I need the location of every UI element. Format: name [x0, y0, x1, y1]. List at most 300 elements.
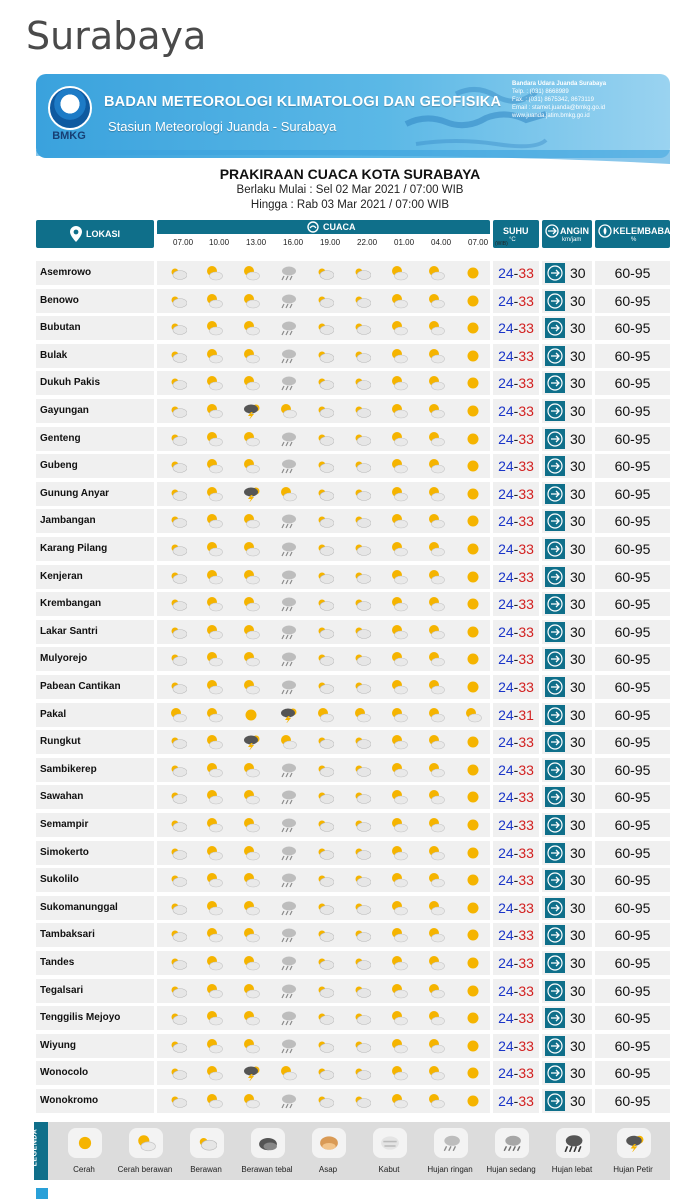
berawan-icon	[316, 431, 334, 447]
cerah-berawan-icon	[279, 403, 297, 419]
berawan-icon	[169, 624, 187, 640]
cerah-berawan-icon	[205, 596, 223, 612]
berawan-icon	[353, 320, 371, 336]
temp-max: 33	[518, 872, 534, 888]
berawan-icon	[353, 265, 371, 281]
berawan-icon	[169, 651, 187, 667]
cerah-icon	[464, 541, 482, 557]
cerah-berawan-icon	[205, 845, 223, 861]
humidity: 60-95	[595, 758, 670, 782]
weather-icons	[157, 730, 490, 754]
temp-max: 33	[518, 375, 534, 391]
berawan-icon	[169, 596, 187, 612]
berawan-icon	[316, 817, 334, 833]
cerah-berawan-icon	[427, 596, 445, 612]
bmkg-banner	[36, 74, 670, 158]
temperature: 24-33	[493, 620, 539, 644]
berawan-icon	[353, 348, 371, 364]
berawan-icon	[316, 845, 334, 861]
cerah-berawan-icon	[353, 707, 371, 723]
hujan-ringan-icon	[279, 927, 297, 943]
weather-icons	[157, 289, 490, 313]
berawan-icon	[316, 265, 334, 281]
temp-min: 24	[498, 348, 514, 364]
temp-max: 33	[518, 1093, 534, 1109]
wind-speed: 30	[570, 955, 586, 971]
temp-max: 33	[518, 293, 534, 309]
location-name: Asemrowo	[36, 261, 154, 285]
wind-direction-icon	[545, 622, 565, 642]
berawan-icon	[353, 789, 371, 805]
hujan-petir-icon	[242, 734, 260, 750]
temp-max: 33	[518, 679, 534, 695]
wind	[542, 675, 592, 699]
wind-direction-icon	[545, 760, 565, 780]
wind-direction-icon	[545, 346, 565, 366]
cerah-berawan-icon	[427, 1093, 445, 1109]
weather-icons	[157, 509, 490, 533]
table-row	[36, 537, 670, 561]
humidity: 60-95	[595, 675, 670, 699]
humidity: 60-95	[595, 841, 670, 865]
cerah-icon	[464, 624, 482, 640]
humidity: 60-95	[595, 565, 670, 589]
time-label: 16.00	[283, 238, 304, 247]
wind-speed: 30	[570, 320, 586, 336]
cerah-berawan-icon	[205, 762, 223, 778]
cerah-icon	[464, 569, 482, 585]
temperature: 24-33	[493, 675, 539, 699]
weather-icons	[157, 647, 490, 671]
wind	[542, 841, 592, 865]
temp-min: 24	[498, 375, 514, 391]
wind-direction-icon	[545, 925, 565, 945]
table-row	[36, 841, 670, 865]
table-row	[36, 1034, 670, 1058]
cerah-berawan-icon	[242, 845, 260, 861]
legend-label: Asap	[318, 1165, 338, 1174]
hujan-ringan-icon	[279, 320, 297, 336]
temp-max: 33	[518, 789, 534, 805]
hujan-ringan-icon	[279, 293, 297, 309]
cerah-icon	[464, 431, 482, 447]
wind-speed: 30	[570, 1093, 586, 1109]
temp-min: 24	[498, 458, 514, 474]
legend-icon-box	[190, 1128, 224, 1158]
cerah-berawan-icon	[205, 707, 223, 723]
humidity: 60-95	[595, 813, 670, 837]
wind-direction-icon	[545, 843, 565, 863]
berawan-icon	[169, 679, 187, 695]
cerah-berawan-icon	[390, 955, 408, 971]
temp-min: 24	[498, 817, 514, 833]
humidity: 60-95	[595, 620, 670, 644]
wind-direction-icon	[545, 649, 565, 669]
berawan-icon	[316, 596, 334, 612]
temp-min: 24	[498, 1038, 514, 1054]
location-name: Tenggilis Mejoyo	[36, 1006, 154, 1030]
cerah-berawan-icon	[427, 927, 445, 943]
table-row	[36, 868, 670, 892]
berawan-icon	[316, 348, 334, 364]
wind-speed: 30	[570, 541, 586, 557]
table-row	[36, 620, 670, 644]
cerah-berawan-icon	[279, 1065, 297, 1081]
berawan-icon	[316, 1038, 334, 1054]
header-angin	[542, 220, 592, 248]
berawan-icon	[316, 872, 334, 888]
table-row	[36, 785, 670, 809]
cerah-berawan-icon	[427, 1010, 445, 1026]
cerah-icon	[464, 1038, 482, 1054]
hujan-ringan-icon	[441, 1134, 461, 1152]
cerah-berawan-icon	[205, 734, 223, 750]
berawan-icon	[353, 458, 371, 474]
cerah-berawan-icon	[427, 1038, 445, 1054]
cerah-berawan-icon	[205, 403, 223, 419]
kelembaban-label: KELEMBABAN	[613, 226, 677, 236]
hujan-petir-icon	[624, 1134, 644, 1152]
temp-max: 33	[518, 1038, 534, 1054]
cerah-berawan-icon	[390, 541, 408, 557]
cerah-berawan-icon	[205, 541, 223, 557]
temp-min: 24	[498, 431, 514, 447]
valid-from: Berlaku Mulai : Sel 02 Mar 2021 / 07:00 WIB	[236, 184, 464, 196]
legend-item	[603, 1122, 663, 1180]
cerah-icon	[464, 1093, 482, 1109]
cerah-berawan-icon	[242, 375, 260, 391]
hujan-ringan-icon	[279, 845, 297, 861]
location-pin-icon	[70, 226, 82, 242]
asap-icon	[319, 1134, 339, 1152]
table-row	[36, 758, 670, 782]
cerah-berawan-icon	[390, 375, 408, 391]
temperature: 24-33	[493, 1006, 539, 1030]
cerah-berawan-icon	[390, 817, 408, 833]
wind-direction-icon	[545, 291, 565, 311]
temp-min: 24	[498, 955, 514, 971]
berawan-icon	[169, 789, 187, 805]
berawan-icon	[316, 293, 334, 309]
berawan-icon	[169, 1038, 187, 1054]
location-name: Pabean Cantikan	[36, 675, 154, 699]
wind	[542, 647, 592, 671]
cerah-icon	[464, 955, 482, 971]
wind-direction-icon	[545, 318, 565, 338]
cerah-berawan-icon	[242, 927, 260, 943]
cerah-berawan-icon	[390, 486, 408, 502]
cerah-icon	[464, 845, 482, 861]
cerah-berawan-icon	[390, 624, 408, 640]
temp-min: 24	[498, 624, 514, 640]
legend-icon-box	[129, 1128, 163, 1158]
hujan-ringan-icon	[279, 431, 297, 447]
location-name: Simokerto	[36, 841, 154, 865]
cerah-berawan-icon	[427, 845, 445, 861]
hujan-ringan-icon	[279, 955, 297, 971]
cerah-berawan-icon	[205, 348, 223, 364]
berawan-icon	[169, 955, 187, 971]
time-label: 07.00	[468, 238, 489, 247]
cerah-berawan-icon	[390, 900, 408, 916]
cerah-icon	[242, 707, 260, 723]
wind-speed: 30	[570, 927, 586, 943]
berawan-icon	[316, 983, 334, 999]
location-name: Kenjeran	[36, 565, 154, 589]
location-name: Bulak	[36, 344, 154, 368]
time-label: 10.00	[209, 238, 230, 247]
cerah-berawan-icon	[205, 679, 223, 695]
temperature: 24-33	[493, 813, 539, 837]
temperature: 24-33	[493, 758, 539, 782]
cerah-berawan-icon	[427, 679, 445, 695]
wind-speed: 30	[570, 403, 586, 419]
cerah-berawan-icon	[390, 1065, 408, 1081]
wind-speed: 30	[570, 569, 586, 585]
cerah-berawan-icon	[242, 789, 260, 805]
cerah-berawan-icon	[390, 293, 408, 309]
temp-max: 33	[518, 651, 534, 667]
temp-min: 24	[498, 265, 514, 281]
cerah-berawan-icon	[242, 513, 260, 529]
table-row	[36, 923, 670, 947]
wind-speed: 30	[570, 293, 586, 309]
temp-max: 33	[518, 541, 534, 557]
cerah-berawan-icon	[205, 624, 223, 640]
wind-direction-icon	[545, 705, 565, 725]
hujan-ringan-icon	[279, 789, 297, 805]
wind-speed: 30	[570, 983, 586, 999]
cerah-berawan-icon	[390, 458, 408, 474]
weather-icons	[157, 592, 490, 616]
wind-direction-icon	[545, 373, 565, 393]
table-row	[36, 730, 670, 754]
time-label: 01.00	[394, 238, 415, 247]
temp-max: 33	[518, 900, 534, 916]
humidity: 60-95	[595, 427, 670, 451]
cerah-berawan-icon	[242, 1010, 260, 1026]
legend-label: Berawan	[190, 1165, 222, 1174]
hujan-ringan-icon	[279, 513, 297, 529]
weather-icons	[157, 261, 490, 285]
table-row	[36, 427, 670, 451]
table-row	[36, 979, 670, 1003]
temp-min: 24	[498, 707, 514, 723]
berawan-icon	[169, 1093, 187, 1109]
berawan-icon	[316, 320, 334, 336]
table-row	[36, 592, 670, 616]
temperature: 24-33	[493, 923, 539, 947]
wind-direction-icon	[545, 981, 565, 1001]
cerah-berawan-icon	[427, 403, 445, 419]
wind-direction-icon	[545, 263, 565, 283]
hujan-ringan-icon	[279, 679, 297, 695]
humidity: 60-95	[595, 592, 670, 616]
berawan-icon	[353, 569, 371, 585]
legend-label: Cerah berawan	[117, 1165, 173, 1174]
legend-icon-box	[373, 1128, 407, 1158]
temp-max: 33	[518, 983, 534, 999]
cerah-icon	[464, 320, 482, 336]
temperature: 24-33	[493, 868, 539, 892]
wind-direction-icon	[545, 815, 565, 835]
cerah-berawan-icon	[205, 569, 223, 585]
table-row	[36, 371, 670, 395]
temp-max: 33	[518, 927, 534, 943]
temp-max: 33	[518, 845, 534, 861]
berawan-icon	[353, 955, 371, 971]
hujan-ringan-icon	[279, 541, 297, 557]
cerah-berawan-icon	[242, 348, 260, 364]
berawan-icon	[353, 486, 371, 502]
berawan-icon	[353, 762, 371, 778]
wind-speed: 30	[570, 762, 586, 778]
berawan-icon	[169, 458, 187, 474]
cerah-berawan-icon	[242, 817, 260, 833]
hujan-ringan-icon	[279, 624, 297, 640]
temperature: 24-33	[493, 537, 539, 561]
weather-icons	[157, 454, 490, 478]
wind	[542, 1006, 592, 1030]
wind	[542, 399, 592, 423]
weather-icons	[157, 979, 490, 1003]
wind-speed: 30	[570, 513, 586, 529]
temperature: 24-33	[493, 399, 539, 423]
temp-max: 33	[518, 569, 534, 585]
temp-max: 33	[518, 403, 534, 419]
temperature: 24-33	[493, 565, 539, 589]
cerah-berawan-icon	[205, 955, 223, 971]
berawan-icon	[316, 734, 334, 750]
berawan-icon	[353, 1093, 371, 1109]
valid-to: Hingga : Rab 03 Mar 2021 / 07:00 WIB	[250, 199, 450, 211]
cerah-icon	[464, 900, 482, 916]
location-name: Gayungan	[36, 399, 154, 423]
banner-wave	[36, 150, 670, 164]
berawan-icon	[197, 1134, 217, 1152]
cerah-berawan-icon	[427, 762, 445, 778]
humidity: 60-95	[595, 868, 670, 892]
cerah-berawan-icon	[390, 1038, 408, 1054]
wind	[542, 509, 592, 533]
contact-line: Fax. : (031) 8675342, 8673119	[512, 97, 594, 103]
cerah-berawan-icon	[242, 955, 260, 971]
berawan-icon	[353, 375, 371, 391]
table-row	[36, 316, 670, 340]
wind	[542, 427, 592, 451]
location-name: Gubeng	[36, 454, 154, 478]
temp-min: 24	[498, 486, 514, 502]
cerah-berawan-icon	[205, 983, 223, 999]
cerah-berawan-icon	[136, 1134, 156, 1152]
time-label: 22.00	[357, 238, 378, 247]
weather-icons	[157, 399, 490, 423]
berawan-icon	[316, 569, 334, 585]
cerah-berawan-icon	[242, 431, 260, 447]
temp-max: 33	[518, 431, 534, 447]
cerah-berawan-icon	[242, 679, 260, 695]
humidity: 60-95	[595, 371, 670, 395]
legend-icon-box	[312, 1128, 346, 1158]
temp-min: 24	[498, 1065, 514, 1081]
berawan-icon	[316, 900, 334, 916]
berawan-icon	[316, 403, 334, 419]
weather-header-icon	[307, 221, 319, 233]
hujan-ringan-icon	[279, 1038, 297, 1054]
berawan-icon	[316, 651, 334, 667]
cerah-icon	[464, 1010, 482, 1026]
humidity: 60-95	[595, 785, 670, 809]
wind-direction-icon	[545, 953, 565, 973]
humidity: 60-95	[595, 1061, 670, 1085]
berawan-icon	[169, 900, 187, 916]
wind	[542, 454, 592, 478]
legend-icon-box	[495, 1128, 529, 1158]
header-lokasi	[36, 220, 154, 248]
berawan-icon	[316, 541, 334, 557]
legend-label: Kabut	[378, 1165, 400, 1174]
wind-direction-icon	[545, 511, 565, 531]
wind-speed: 30	[570, 900, 586, 916]
wind	[542, 592, 592, 616]
berawan-icon	[316, 458, 334, 474]
wind	[542, 813, 592, 837]
wind-direction-icon	[545, 1091, 565, 1111]
wind-direction-icon	[545, 1036, 565, 1056]
weather-icons	[157, 813, 490, 837]
cerah-berawan-icon	[169, 707, 187, 723]
cerah-berawan-icon	[390, 1093, 408, 1109]
cerah-berawan-icon	[242, 265, 260, 281]
temperature: 24-33	[493, 1089, 539, 1113]
berawan-icon	[353, 900, 371, 916]
table-row	[36, 1061, 670, 1085]
temperature: 24-33	[493, 371, 539, 395]
temp-max: 33	[518, 817, 534, 833]
legend-icon-box	[251, 1128, 285, 1158]
location-name: Dukuh Pakis	[36, 371, 154, 395]
wind-speed: 30	[570, 845, 586, 861]
berawan-icon	[169, 348, 187, 364]
cerah-berawan-icon	[427, 707, 445, 723]
temperature: 24-33	[493, 647, 539, 671]
wind	[542, 703, 592, 727]
location-name: Pakal	[36, 703, 154, 727]
berawan-icon	[169, 375, 187, 391]
cerah-berawan-icon	[390, 845, 408, 861]
berawan-icon	[316, 1010, 334, 1026]
wind	[542, 620, 592, 644]
legend	[31, 1122, 670, 1180]
temp-max: 33	[518, 348, 534, 364]
hujan-ringan-icon	[279, 1093, 297, 1109]
cerah-berawan-icon	[242, 541, 260, 557]
berawan-icon	[353, 983, 371, 999]
contact-line: Telp. : (031) 8668989	[512, 89, 569, 95]
suhu-label: SUHU	[503, 226, 529, 236]
location-name: Rungkut	[36, 730, 154, 754]
temp-min: 24	[498, 320, 514, 336]
wind	[542, 923, 592, 947]
wind	[542, 537, 592, 561]
cerah-berawan-icon	[205, 320, 223, 336]
cerah-icon	[464, 513, 482, 529]
legend-label: Hujan Petir	[613, 1165, 653, 1174]
cerah-berawan-icon	[427, 817, 445, 833]
location-name: Karang Pilang	[36, 537, 154, 561]
berawan-icon	[169, 983, 187, 999]
berawan-icon	[169, 265, 187, 281]
